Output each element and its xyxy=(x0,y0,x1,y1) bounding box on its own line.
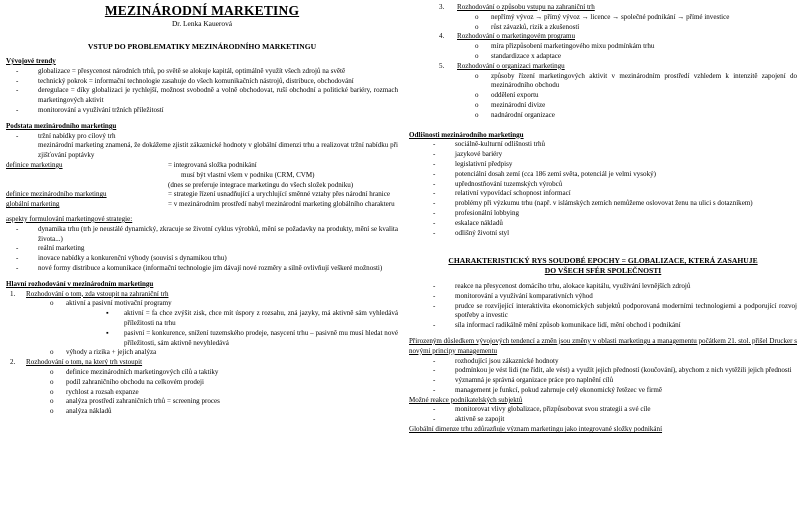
list-item: ▪ pasivní = konkurence, snížení tuzemského prodeje, nasycení trhu – pasivně mu musí hledat nové příležitosti, sám aktivně nevyhledává xyxy=(106,328,398,347)
heading-differences: Odlišnosti mezinárodního marketingu xyxy=(409,130,524,139)
page-title: MEZINÁRODNÍ MARKETING xyxy=(104,3,300,18)
list-item: - globalizace = přesycenost národních trhů, po světě se alokuje kapitál, optimálně využít všech zdrojů na světě xyxy=(16,66,346,75)
list-item: - aktivně se zapojit xyxy=(433,415,505,424)
left-body xyxy=(6,57,398,417)
closing-statement: Globální dimenze trhu zdůrazňuje význam marketingu jako integrované složky podnikání xyxy=(409,425,663,434)
list-item: - management je funkcí, pokud zahrnuje celý ekonomický řetězec ve firmě xyxy=(433,385,663,394)
list-item: - potenciální dosah zemí (cca 186 zemí světa, potenciál je velmi vysoký) xyxy=(433,169,656,178)
list-item: o nadnárodní organizace xyxy=(475,110,555,119)
caps-heading-line-1: CHARAKTERISTICKÝ RYS SOUDOBÉ EPOCHY = GLOBALIZACE, KTERÁ ZASAHUJE xyxy=(448,256,758,266)
definition-note: (dnes se preferuje integrace marketingu do všech složek podniku) xyxy=(168,180,354,189)
decision-5: 5. Rozhodování o organizaci marketingu xyxy=(439,61,565,70)
list-item: o míra přizpůsobení marketingového mixu podmínkám trhu xyxy=(475,42,655,51)
decision-2: 2. Rozhodování o tom, na který trh vstoupit xyxy=(10,358,143,367)
list-item: o definice mezinárodních marketingových cílů a taktiky xyxy=(50,367,219,376)
list-item: - reální marketing xyxy=(16,244,85,253)
list-item: - monitorovat vlivy globalizace, přizpůsobovat svou strategii a své cíle xyxy=(433,405,651,414)
list-item: o aktivní a pasivní motivační programy xyxy=(50,299,172,308)
list-item: - technický pokrok = informační technologie zasahuje do všech komunikačních nástrojů, distribuce, obchodování xyxy=(16,76,354,85)
list-item: - rozhodující jsou zákaznické hodnoty xyxy=(433,356,559,365)
list-item: ▪ aktivní = fa chce zvýšit zisk, chce mít úspory z rozsahu, zná jazyky, má aktivně sám vyhledává příležitosti na trhu xyxy=(106,309,398,327)
list-item: - dynamika trhu (trh je neustálé dynamický, zkracuje se životní cyklus výrobků, mění se požadavky na produkty, mění se kvalita života...) xyxy=(16,224,398,243)
list-item: o rychlost a rozsah expanze xyxy=(50,387,139,396)
list-item: - významná je správná organizace práce pro naplnění cílů xyxy=(433,376,614,385)
right-body xyxy=(409,3,797,435)
list-item: o oddělení exportu xyxy=(475,91,539,100)
paragraph-druckers-principles: Přirozeným důsledkem vývojových tendencí a změn jsou změny v oblasti marketingu a managementu počátkem 21. stol. přišel Drucker s novými principy managementu xyxy=(409,336,797,355)
list-item: - profesionální lobbying xyxy=(433,208,519,217)
definition-global-marketing: globální marketing = v mezinárodním prostředí nabyl mezinárodní marketing globálního charakteru xyxy=(6,200,395,209)
definition-intl-marketing: definice mezinárodního marketingu = strategie řízení usnadňující a urychlující směnné vztahy přes národní hranice xyxy=(6,190,390,199)
list-item: - deregulace = díky globalizaci je rychlejší, možnost svobodně a volně obchodovat, ruší obchodní a politické bariéry, rozmach marketingových aktivit xyxy=(16,86,398,105)
definition-note: musí být vlastní všem v podniku (CRM, CVM) xyxy=(181,170,315,179)
list-item: - inovace nabídky a konkurenční výhody (souvisí s dynamikou trhu) xyxy=(16,254,227,263)
caps-heading-line-2: DO VŠECH SFÉR SPOLEČNOSTI xyxy=(544,266,662,276)
list-item: - síla informací radikálně mění způsob komunikace lidí, mění obchod i podnikání xyxy=(433,321,681,330)
list-item: o nepřímý vývoz → přímý vývoz → licence → společné podnikání → přímé investice xyxy=(475,12,730,21)
list-item: - relativní vypovídací schopnost informací xyxy=(433,189,571,198)
list-item: - podmínkou je vést lidi (ne řídit, ale vést) a využít jejich předností (koučování), abychom z nich vytěžili jejich přednosti xyxy=(433,366,792,375)
list-item: - reakce na přesycenost domácího trhu, alokace kapitálu, využívání levnějších zdrojů xyxy=(433,281,691,290)
list-item: o standardizace x adaptace xyxy=(475,51,562,60)
definition-marketing: definice marketingu = integrovaná složka podnikání xyxy=(6,160,257,169)
author: Dr. Lenka Kauerová xyxy=(171,19,233,28)
heading-trends: Vývojové trendy xyxy=(6,57,56,65)
list-item: - nové formy distribuce a komunikace (informační technologie jim dávají nové rozměry a silně ovlivňují veškeré možnosti) xyxy=(16,263,383,272)
heading-possible-reactions: Možné reakce podnikatelských subjektů xyxy=(409,395,523,404)
list-item: o výhody a rizika + jejich analýza xyxy=(50,348,157,357)
decision-4: 4. Rozhodování o marketingovém programu xyxy=(439,32,576,41)
list-item: - monitorování a využívání komparativních výhod xyxy=(433,291,593,300)
list-item: - monitorování a využívání tržních příležitostí xyxy=(16,105,164,114)
list-item: o mezinárodní divize xyxy=(475,100,546,109)
list-item: - odlišný životní styl xyxy=(433,228,510,237)
list-item: o růst závazků, rizik a zkušeností xyxy=(475,22,580,31)
decision-3: 3. Rozhodování o způsobu vstupu na zahraniční trh xyxy=(439,3,595,11)
list-item: o analýza nákladů xyxy=(50,407,112,416)
heading-main-decisions: Hlavní rozhodování v mezinárodním marketingu xyxy=(6,279,154,288)
list-item: - upřednostňování tuzemských výrobců xyxy=(433,179,563,188)
list-item: o analýza prostředí zahraničních trhů = screening proces xyxy=(50,397,220,406)
list-item: - sociálně-kulturní odlišnosti trhů xyxy=(433,140,546,149)
heading-essence: Podstata mezinárodního marketingu xyxy=(6,121,117,130)
list-item: - problémy při výzkumu trhu (např. v islámských zemích nemůžeme oslovovat ženu na ulici s dotazníkem) xyxy=(433,199,753,208)
heading-strategy-aspects: aspekty formulování marketingové strategie: xyxy=(6,214,133,223)
section-subtitle: VSTUP DO PROBLEMATIKY MEZINÁRODNÍHO MARKETINGU xyxy=(87,42,317,51)
list-item: - prudce se rozvíjející interaktivita ekonomických subjektů podporovaná moderními technologiemi a podporující rozvoj spotřeby a investic xyxy=(433,301,797,320)
list-item: o podíl zahraničního obchodu na celkovém prodeji xyxy=(50,377,204,386)
list-item: o způsoby řízení marketingových aktivit v mezinárodním prostředí vzhledem k intenzitě zapojení do mezinárodního obchodu xyxy=(475,71,797,90)
paragraph: mezinárodní marketing znamená, že dokážeme zjistit zákaznické hodnoty v globální dimenzi trhu a realizovat tržní nabídku při zjišťování poptávky xyxy=(38,141,398,160)
list-item: - eskalace nákladů xyxy=(433,218,503,227)
list-item: - legislativní předpisy xyxy=(433,159,513,168)
list-item: - tržní nabídky pro cílový trh xyxy=(16,131,116,140)
list-item: - jazykové bariéry xyxy=(433,150,503,159)
decision-1: 1. Rozhodování o tom, zda vstoupit na zahraniční trh xyxy=(10,289,169,298)
